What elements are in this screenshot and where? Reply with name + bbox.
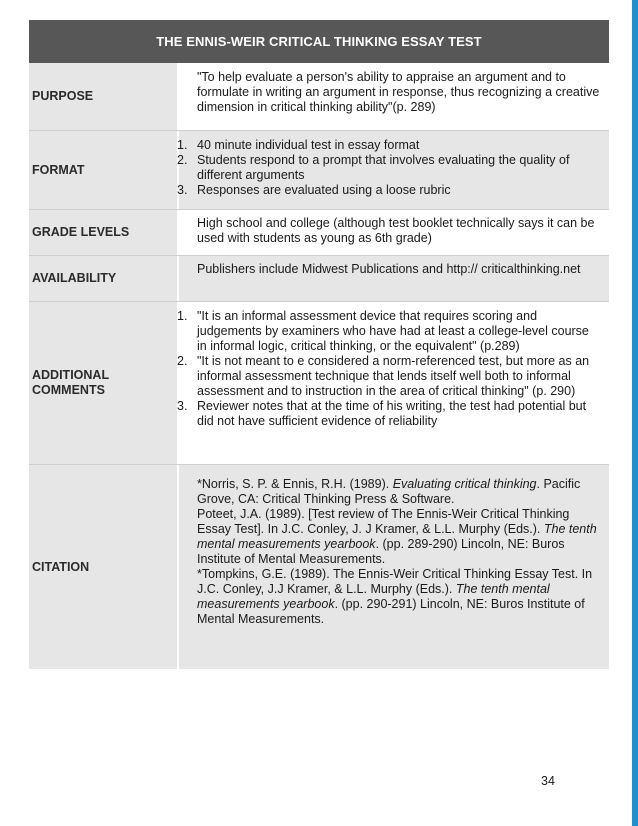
row-label-purpose: PURPOSE xyxy=(29,63,179,130)
list-item: 1. "It is an informal assessment device that requires scoring and judgements by examiners who have had at least a college-level course in informal logic, critical thinking, or the equivalent" (p.289) xyxy=(177,309,589,353)
row-label-additional-comments: ADDITIONAL COMMENTS xyxy=(29,302,179,464)
additional-comments-content xyxy=(179,302,609,464)
row-label-availability: AVAILABILITY xyxy=(29,256,179,301)
citation-entry: *Norris, S. P. & Ennis, R.H. (1989). Evaluating critical thinking. Pacific Grove, CA: Critical Thinking Press & Software. xyxy=(197,477,581,506)
grade-levels-text: High school and college (although test booklet technically says it can be used with students as young as 6th grade) xyxy=(179,210,609,255)
format-content xyxy=(179,131,609,209)
citation-content xyxy=(179,465,609,669)
purpose-text: "To help evaluate a person's ability to appraise an argument and to formulate in writing an argument in response, thus recognizing a creative dimension in critical thinking ability"(p. 289) xyxy=(179,63,609,130)
list-item: 3. Responses are evaluated using a loose rubric xyxy=(177,183,451,197)
availability-text: Publishers include Midwest Publications and http:// criticalthinking.net xyxy=(197,262,581,276)
row-grade-levels xyxy=(29,210,609,256)
list-item: 2. Students respond to a prompt that involves evaluating the quality of different arguments xyxy=(177,153,570,182)
row-label-grade-levels: GRADE LEVELS xyxy=(29,210,179,255)
list-item: 1. 40 minute individual test in essay format xyxy=(177,138,420,152)
row-purpose xyxy=(29,63,609,131)
list-item: 3. Reviewer notes that at the time of his writing, the test had potential but did not have sufficient evidence of reliability xyxy=(177,399,587,428)
citation-entry: Poteet, J.A. (1989). [Test review of The Ennis-Weir Critical Thinking Essay Test]. In J.C. Conley, J. J Kramer, & L.L. Murphy (Eds.). The tenth mental measurements yearbook. (pp. 289-290) Lincoln, NE: Buros Institute of Mental Measurements. xyxy=(197,507,597,566)
row-additional-comments xyxy=(29,302,609,465)
page-edge-stripe xyxy=(632,0,638,826)
test-summary-table xyxy=(29,20,609,669)
list-item: 2. "It is not meant to e considered a norm-referenced test, but more as an informal assessment technique that lends itself well both to informal assessment and to instruction in the area of critical thinking" (p. 290) xyxy=(177,354,590,398)
row-label-format: FORMAT xyxy=(29,131,179,209)
row-label-citation: CITATION xyxy=(29,465,179,669)
page-number: 34 xyxy=(541,774,555,788)
row-availability xyxy=(29,256,609,302)
citation-entry: *Tompkins, G.E. (1989). The Ennis-Weir Critical Thinking Essay Test. In J.C. Conley, J.J Kramer, & L.L. Murphy (Eds.). The tenth mental measurements yearbook. (pp. 290-291) Lincoln, NE: Buros Institute of Mental Measurements. xyxy=(197,567,593,626)
table-title: THE ENNIS-WEIR CRITICAL THINKING ESSAY TEST xyxy=(29,20,609,63)
row-format xyxy=(29,131,609,210)
row-citation xyxy=(29,465,609,669)
